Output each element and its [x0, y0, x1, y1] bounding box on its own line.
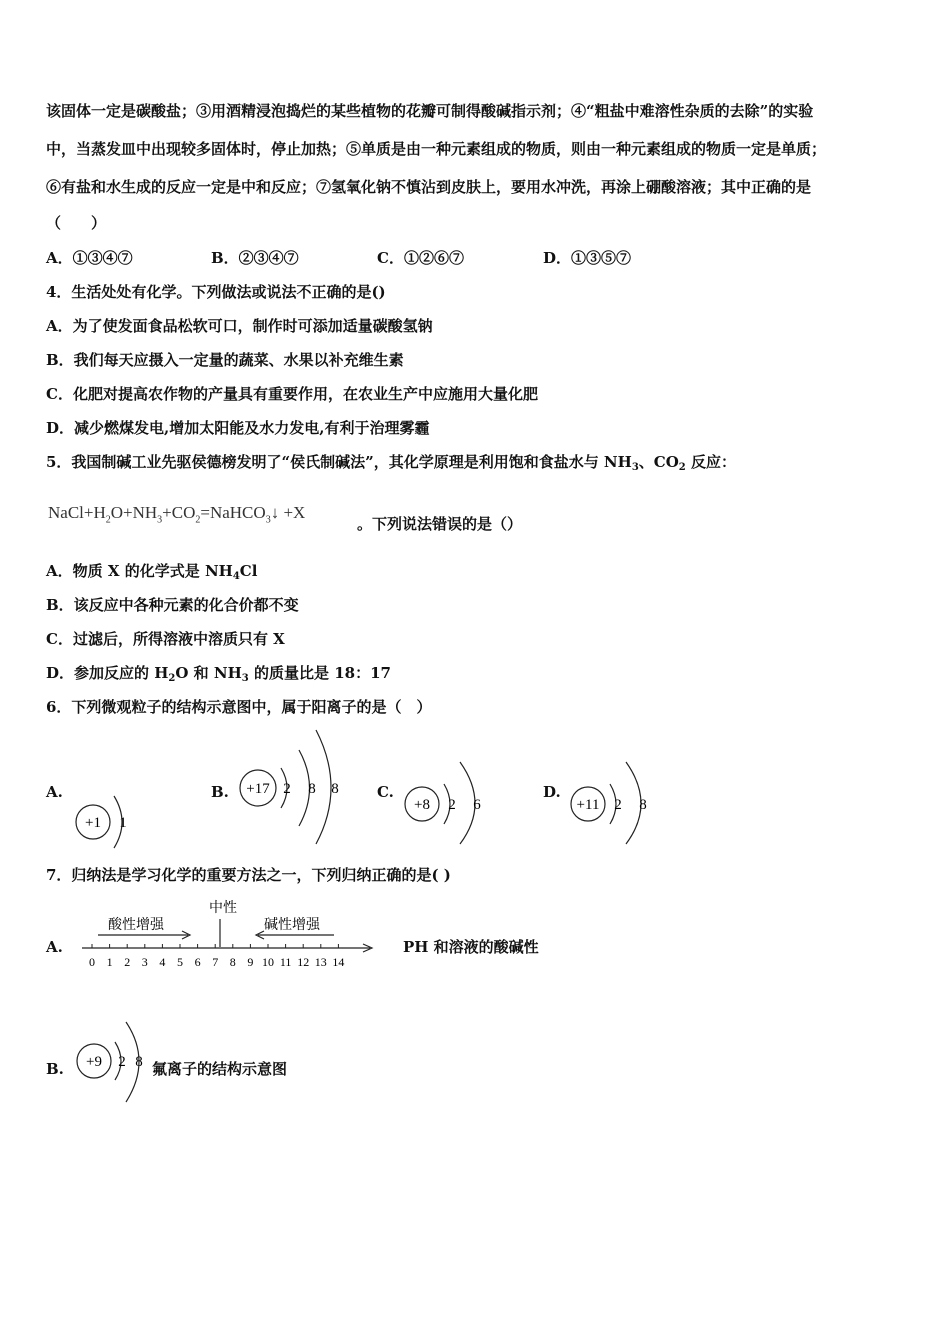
q5-equation-tail: 。下列说法错误的是（）: [357, 515, 523, 533]
q6-stem: 6．下列微观粒子的结构示意图中，属于阳离子的是（ ）: [46, 698, 432, 716]
q5-equation: $NaCl+H_2O+NH_3+CO_2=NaHCO_3↓ +X$: [48, 503, 306, 526]
q6-atom-b-shell-1: 2: [283, 781, 291, 797]
ph-tick-label: 1: [106, 955, 113, 969]
q7-option-a-text: PH 和溶液的酸碱性: [403, 938, 539, 956]
q4-option-d: D．减少燃煤发电,增加太阳能及水力发电,有利于治理雾霾: [46, 419, 430, 437]
q5-option-d: D．参加反应的 $H_2O$ 和 $NH_3$ 的质量比是 18：17: [46, 664, 391, 684]
q6-atom-d-shell-2: 8: [639, 797, 647, 813]
ph-tick-label: 4: [159, 955, 166, 969]
q5-option-b: B．该反应中各种元素的化合价都不变: [46, 596, 299, 614]
q4-option-b: B．我们每天应摄入一定量的蔬菜、水果以补充维生素: [46, 351, 404, 369]
q6-atom-b-shell-3: 8: [331, 781, 339, 797]
q6-atom-b-shell-2: 8: [308, 781, 316, 797]
q4-option-c: C．化肥对提高农作物的产量具有重要作用，在农业生产中应施用大量化肥: [46, 385, 538, 403]
fluoride-shell-1: 2: [118, 1054, 126, 1070]
q4-option-a: A．为了使发面食品松软可口，制作时可添加适量碳酸氢钠: [46, 317, 433, 335]
ph-tick-label: 14: [332, 955, 345, 969]
fluoride-shell-2: 8: [135, 1054, 143, 1070]
ph-tick-label: 11: [279, 955, 292, 969]
ph-tick-label: 8: [229, 955, 236, 969]
ph-tick-label: 13: [314, 955, 327, 969]
q6-atom-c-shell-2: 6: [473, 797, 481, 813]
q5-stem: 5．我国制碱工业先驱侯德榜发明了“侯氏制碱法”，其化学原理是利用饱和食盐水与 $NH_3$、$CO_2$ 反应：: [46, 453, 736, 473]
q6-label-d: D.: [543, 783, 561, 801]
q6-atom-b-nucleus: +17: [246, 781, 270, 797]
q6-atom-d-diagram: [568, 760, 658, 850]
ph-scale-diagram: [78, 895, 378, 977]
q7-option-b-label: B.: [46, 1060, 64, 1078]
ph-tick-label: 9: [247, 955, 254, 969]
q4-stem: 4．生活处处有化学。下列做法或说法不正确的是(): [46, 283, 386, 301]
ph-neutral-label: 中性: [209, 901, 237, 916]
q6-atom-a-shell-1: 1: [119, 815, 127, 831]
q6-atom-b-diagram: [236, 728, 356, 850]
fluoride-ion-diagram: [74, 1018, 152, 1108]
ph-tick-label: 5: [177, 955, 183, 969]
ph-tick-label: 7: [212, 955, 219, 969]
ph-tick-label: 12: [297, 955, 310, 969]
intro-line-2: 中，当蒸发皿中出现较多固体时，停止加热；⑤单质是由一种元素组成的物质，则由一种元素组成的物质一定是单质；: [46, 140, 827, 158]
q3-option-a: A．①③④⑦: [46, 249, 133, 267]
ph-acid-label: 酸性增强: [108, 918, 164, 933]
q6-label-a: A.: [46, 783, 63, 801]
q6-atom-d-nucleus: +11: [576, 797, 600, 813]
ph-tick-label: 10: [262, 955, 274, 969]
q6-label-b: B.: [211, 783, 229, 801]
q5-option-a: A．物质 X 的化学式是 $NH_4Cl$: [46, 562, 258, 582]
intro-line-4: （ ）: [46, 214, 107, 232]
intro-line-1: 该固体一定是碳酸盐；③用酒精浸泡捣烂的某些植物的花瓣可制得酸碱指示剂；④“粗盐中难溶性杂质的去除”的实验: [46, 102, 814, 120]
intro-line-3: ⑥有盐和水生成的反应一定是中和反应；⑦氢氧化钠不慎沾到皮肤上，要用水冲洗，再涂上硼酸溶液；其中正确的是: [46, 178, 812, 196]
q7-option-a-label: A.: [46, 938, 63, 956]
q3-option-b: B．②③④⑦: [211, 249, 299, 267]
q6-label-c: C.: [377, 783, 394, 801]
fluoride-nucleus: +9: [86, 1054, 102, 1070]
ph-tick-label: 2: [124, 955, 131, 969]
q6-atom-c-nucleus: +8: [414, 797, 430, 813]
q6-atom-a-diagram: [70, 790, 140, 854]
q6-atom-c-diagram: [402, 760, 492, 850]
ph-tick-label: 0: [89, 955, 95, 969]
q5-option-c: C．过滤后，所得溶液中溶质只有 X: [46, 630, 285, 648]
q3-option-d: D．①③⑤⑦: [543, 249, 632, 267]
q3-option-c: C．①②⑥⑦: [377, 249, 464, 267]
q7-option-b-text: 氟离子的结构示意图: [152, 1060, 288, 1078]
ph-tick-label: 3: [141, 955, 148, 969]
q6-atom-c-shell-1: 2: [448, 797, 456, 813]
ph-base-label: 碱性增强: [264, 918, 320, 933]
q7-stem: 7．归纳法是学习化学的重要方法之一，下列归纳正确的是( ): [46, 866, 451, 884]
q6-atom-d-shell-1: 2: [614, 797, 622, 813]
q6-atom-a-nucleus: +1: [85, 815, 101, 831]
ph-tick-label: 6: [194, 955, 201, 969]
